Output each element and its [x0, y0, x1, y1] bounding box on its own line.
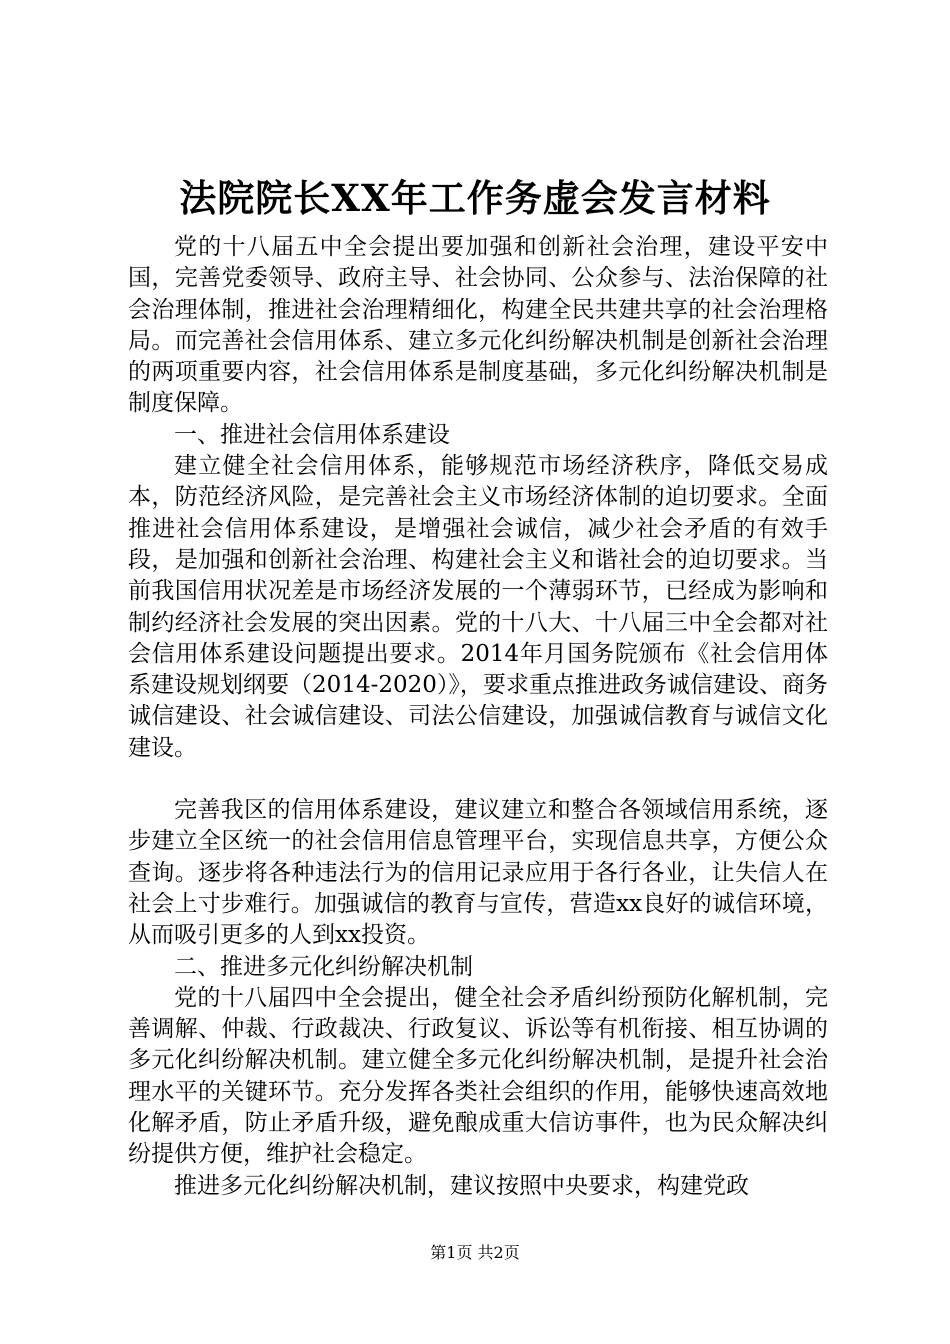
- paragraph-intro: 党的十八届五中全会提出要加强和创新社会治理，建设平安中国，完善党委领导、政府主导、社会协同、公众参与、法治保障的社会治理体制，推进社会治理精细化，构建全民共建共享的社会治理格局。而完善社会信用体系、建立多元化纠纷解决机制是创新社会治理的两项重要内容，社会信用体系是制度基础，多元化纠纷解决机制是制度保障。: [128, 234, 828, 417]
- paragraph-credit-system: 建立健全社会信用体系，能够规范市场经济秩序，降低交易成本，防范经济风险，是完善社会主义市场经济体制的迫切要求。全面推进社会信用体系建设，是增强社会诚信，减少社会矛盾的有效手段，是加强和创新社会治理、构建社会主义和谐社会的迫切要求。当前我国信用状况差是市场经济发展的一个薄弱环节，已经成为影响和制约经济社会发展的突出因素。党的十八大、十八届三中全会都对社会信用体系建设问题提出要求。2014年月国务院颁布《社会信用体系建设规划纲要（2014-2020）》，要求重点推进政务诚信建设、商务诚信建设、社会诚信建设、司法公信建设，加强诚信教育与诚信文化建设。: [128, 453, 828, 761]
- page-indicator: 第1页 共2页: [430, 1243, 520, 1262]
- paragraph-dispute-recommendation: 推进多元化纠纷解决机制，建议按照中央要求，构建党政: [174, 1172, 749, 1199]
- document-body: [128, 232, 828, 1202]
- paragraph-credit-recommendation: 完善我区的信用体系建设，建议建立和整合各领域信用系统，逐步建立全区统一的社会信用信息管理平台，实现信息共享，方便公众查询。逐步将各种违法行为的信用记录应用于各行各业，让失信人在社会上寸步难行。加强诚信的教育与宣传，营造xx良好的诚信环境，从而吸引更多的人到xx投资。: [128, 797, 828, 949]
- paragraph-dispute-resolution: 党的十八届四中全会提出，健全社会矛盾纠纷预防化解机制，完善调解、仲裁、行政裁决、行政复议、诉讼等有机衔接、相互协调的多元化纠纷解决机制。建立健全多元化纠纷解决机制，是提升社会治理水平的关键环节。充分发挥各类社会组织的作用，能够快速高效地化解矛盾，防止矛盾升级，避免酿成重大信访事件，也为民众解决纠纷提供方便，维护社会稳定。: [128, 984, 828, 1168]
- section-heading-credit-system: 一、推进社会信用体系建设: [174, 421, 450, 448]
- document-title: 法院院长XX年工作务虚会发言材料: [179, 176, 771, 220]
- section-heading-dispute-resolution: 二、推进多元化纠纷解决机制: [174, 953, 473, 980]
